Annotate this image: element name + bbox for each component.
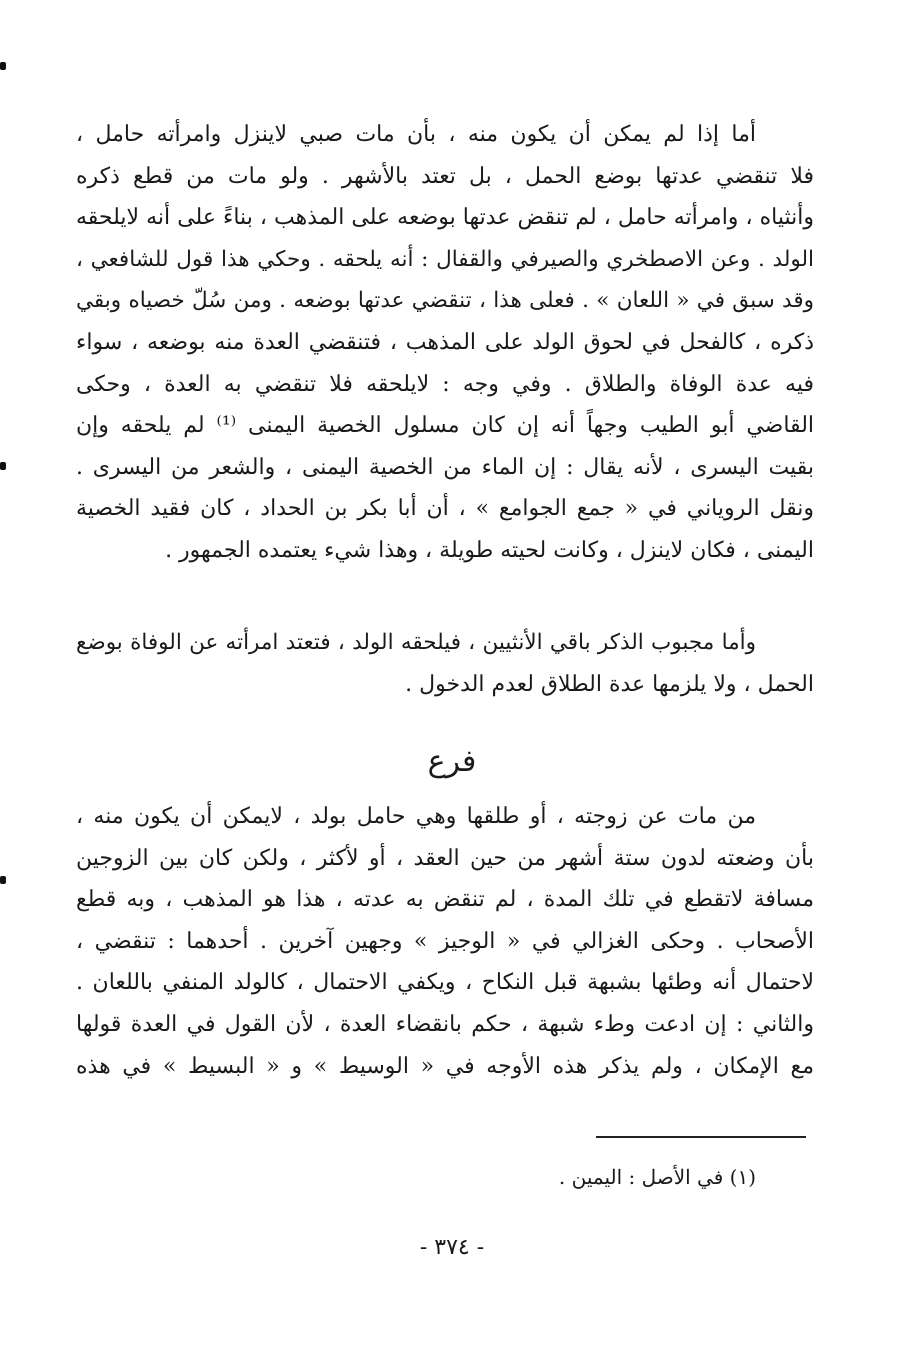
text-line: من مات عن زوجته ، أو طلقها وهي حامل بولد ، لايمكن أن يكون منه ،	[76, 804, 756, 829]
text-line: بأن وضعته لدون ستة أشهر من حين العقد ، أو لأكثر ، ولكن كان بين الزوجين	[76, 845, 814, 871]
section-heading: فرع	[427, 744, 477, 779]
text-line: مع الإمكان ، ولم يذكر هذه الأوجه في « الوسيط » و « البسيط » في هذه	[76, 1053, 814, 1079]
footnote-divider	[596, 1136, 806, 1138]
text-line: ونقل الروياني في « جمع الجوامع » ، أن أبا بكر بن الحداد ، كان فقيد الخصية	[76, 496, 814, 522]
text-line: وأما مجبوب الذكر باقي الأنثيين ، فيلحقه الولد ، فتعتد امرأته عن الوفاة بوضع	[76, 630, 756, 655]
paragraph	[76, 622, 814, 705]
text-line: اليمنى ، فكان لاينزل ، وكانت لحيته طويلة ، وهذا شيء يعتمده الجمهور .	[165, 537, 814, 563]
text-line: أما إذا لم يمكن أن يكون منه ، بأن مات صبي لاينزل وامرأته حامل ،	[76, 122, 756, 147]
text-line: لاحتمال أنه وطئها بشبهة قبل النكاح ، ويكفي الاحتمال ، كالولد المنفي باللعان .	[76, 970, 814, 996]
paragraph	[76, 796, 814, 1087]
text-line: الأصحاب . وحكى الغزالي في « الوجيز » وجهين آخرين . أحدهما : تنقضي ،	[76, 928, 814, 954]
text-line: مسافة لاتقطع في تلك المدة ، لم تنقض به عدته ، هذا هو المذهب ، وبه قطع	[76, 887, 814, 913]
text-line: فلا تنقضي عدتها بوضع الحمل ، بل تعتد بالأشهر . ولو مات من قطع ذكره	[76, 163, 814, 189]
text-line: وأنثياه ، وامرأته حامل ، لم تنقض عدتها بوضعه على المذهب ، بناءً على أنه لايلحقه	[76, 205, 814, 231]
text-line: والثاني : إن ادعت وطء شبهة ، حكم بانقضاء العدة ، لأن القول في العدة قولها	[76, 1011, 814, 1037]
footnote: (١) في الأصل : اليمين .	[558, 1165, 756, 1189]
margin-mark	[0, 876, 6, 884]
text-line: الحمل ، ولا يلزمها عدة الطلاق لعدم الدخول .	[405, 671, 814, 697]
margin-mark	[0, 462, 6, 470]
text-line: القاضي أبو الطيب وجهاً أنه إن كان مسلول الخصية اليمنى ⁽¹⁾ لم يلحقه وإن	[76, 413, 814, 439]
margin-mark	[0, 62, 6, 70]
text-line: ذكره ، كالفحل في لحوق الولد على المذهب ، فتنقضي العدة منه بوضعه ، سواء	[76, 329, 814, 355]
text-line: الولد . وعن الاصطخري والصيرفي والقفال : أنه يلحقه . وحكي هذا قول للشافعي ،	[76, 246, 814, 272]
text-line: فيه عدة الوفاة والطلاق . وفي وجه : لايلحقه فلا تنقضي به العدة ، وحكى	[76, 371, 814, 397]
text-line: وقد سبق في « اللعان » . فعلى هذا ، تنقضي عدتها بوضعه . ومن سُلّ خصياه وبقي	[76, 288, 814, 314]
paragraph	[76, 114, 814, 572]
text-line: بقيت اليسرى ، لأنه يقال : إن الماء من الخصية اليمنى ، والشعر من اليسرى .	[76, 454, 814, 480]
page-number: - ٣٧٤ -	[419, 1235, 485, 1260]
